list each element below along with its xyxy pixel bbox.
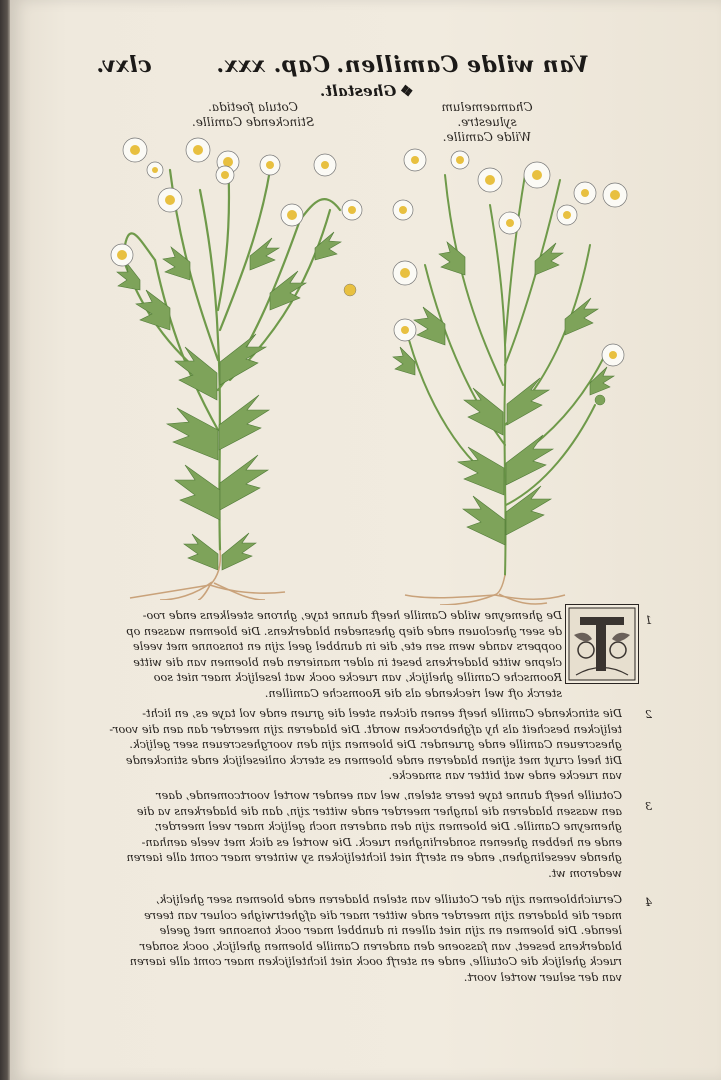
section-heading: [320, 82, 415, 100]
paragraph-number: 1: [645, 614, 652, 627]
plant-latin-name: Chamaemelum syluestre.: [441, 100, 533, 129]
plant-label-right: [412, 100, 562, 145]
chapter-number: Cap. xxx.: [216, 52, 330, 78]
pilcrow-icon: ❖: [396, 82, 415, 100]
paragraph-1: [107, 608, 562, 702]
paragraph-4: [102, 892, 622, 986]
text-line: ghescreuen Camille ende gruender. Die bloemen zijn den voorghescreuen seer gelijck.: [129, 738, 622, 752]
text-line: ooppers vande wem sen ete, die in dunbbel geel zijn en tonsonne met veele: [133, 640, 562, 654]
plant-illustration-wild-chamomile: [385, 145, 645, 605]
text-line: bladerkens beseet, van fassoene den anderen Camille bloemen ghelijck, oock sonder: [139, 939, 622, 953]
folio-number: clxv.: [96, 52, 152, 78]
decorated-initial: [565, 604, 639, 684]
text-line: Ceruichbloemen zijn der Cotuille van stelen bladeren ende bloemen seer ghelijck,: [155, 893, 622, 906]
paragraph-2: [102, 706, 622, 784]
text-line: de seer gheclouen ende diep ghesneden bladerkens. Die bloemen wassen op: [126, 624, 562, 638]
text-line: aen wassen bladeren die langher meerder ende witter zijn, dan die bladerkens va die: [136, 804, 622, 818]
text-line: Die stinckende Camille heeft eenen dicken steel die gruen ende vol taye es, en licht-: [142, 707, 622, 720]
text-line: clepne witte bladerkens beset in alder manieren den bloemen van die witte: [133, 655, 562, 669]
paragraph-number: 2: [645, 708, 652, 721]
paragraph-number: 3: [645, 800, 652, 813]
text-line: Roomsche Camille ghelijck, van ruecke oock wat leselijck maer niet soo: [153, 671, 562, 685]
text-line: sterck oft wel rieckende als die Roomsche Camillen.: [264, 686, 562, 700]
text-line: van ruecke ende wat bitter van smaecke.: [388, 769, 622, 783]
text-line: telijcken bescheit als hy afghebrocken wordt. Die bladeren zijn meerder dan aen die voor-: [109, 722, 622, 736]
chapter-title: Van wilde Camillen.: [336, 52, 589, 78]
text-line: maer die bladeren zijn meerder ende witter maer die afghetrwighe coluer van teere: [144, 908, 622, 922]
plant-illustration-stinking-chamomile: [100, 130, 380, 600]
text-line: Cotuille heeft dunne taye teere stelen, wel van eender wortel voortcomende, daer: [156, 789, 622, 802]
book-page: [10, 0, 721, 1080]
paragraph-3: [102, 788, 622, 882]
text-line: ghende veeselinghen, ende en sterft niet lichtelijcken sy wintere maer comt alle iaeren: [126, 851, 622, 865]
ornament-initial-icon: [566, 605, 638, 683]
flower-heads: [111, 138, 362, 296]
paragraph-number: 4: [645, 896, 652, 909]
text-line: leende. Die bloemen en zijn niet alleen in dunbbel maer oock tonsonne met geele: [159, 924, 622, 938]
text-line: wederom wt.: [548, 866, 622, 880]
text-line: ghemeyne Camille. Die bloemen zijn den anderen noch gelijck maer veel meerder,: [154, 820, 622, 834]
text-line: Dit heel cruyt met sijnen bladeren ende bloemen es sterck onlieselijck ende stinckende: [125, 753, 622, 767]
text-line: rueck ghelijck die Cotuille, ende en sterft oock niet lichtelijcken maer comt alle iaeren: [129, 955, 622, 969]
plant-vernacular-name: Stinckende Camille.: [191, 115, 315, 129]
plant-label-left: [188, 100, 318, 130]
plant-latin-name: Cotula foetida.: [208, 100, 298, 114]
section-heading-text: Ghestalt.: [320, 82, 397, 100]
text-line: van der seluer wortel voort.: [463, 970, 622, 984]
text-line: De ghemeyne wilde Camille heeft dunne taye, ghrone steelkens ende roo-: [142, 609, 562, 622]
plant-vernacular-name: Wilde Camille.: [442, 130, 532, 144]
text-line: ende en hebben gheenen sonderlinghen rueck. Die wortel es dick met veele aenhan-: [141, 835, 622, 849]
